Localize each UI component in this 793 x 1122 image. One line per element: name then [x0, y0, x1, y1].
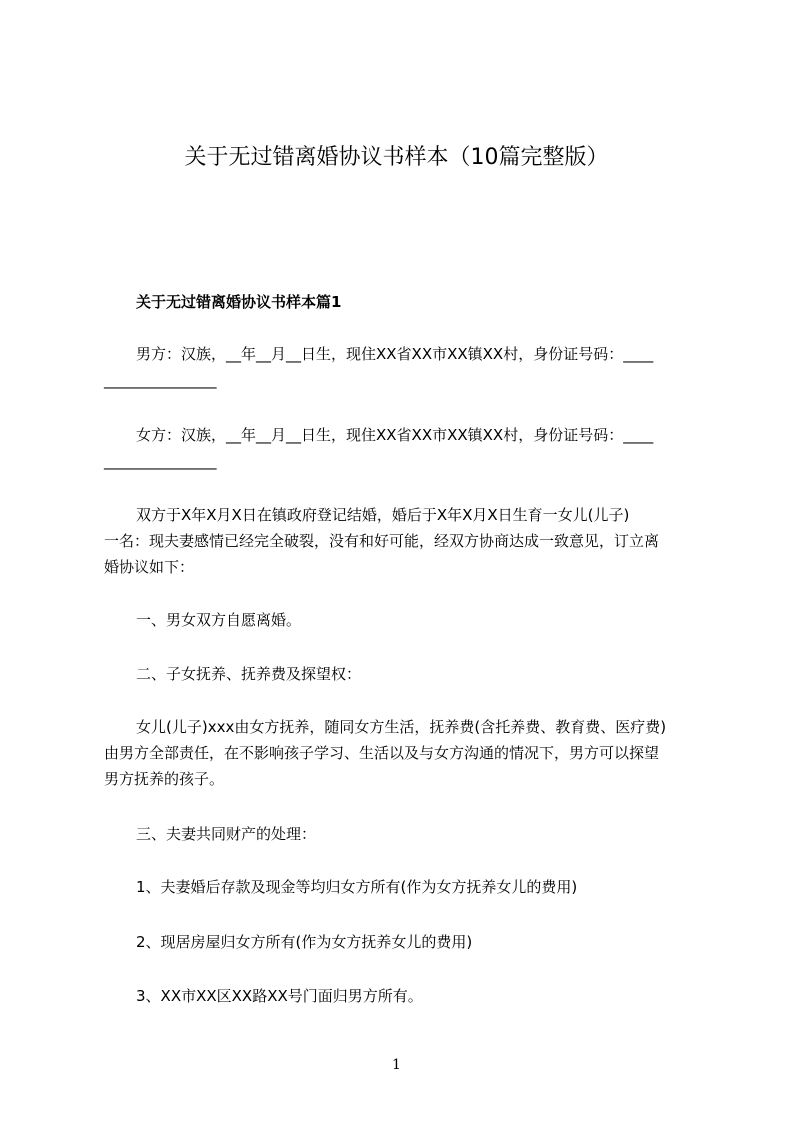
- custody-line-1: 女儿(儿子)xxx由女方抚养，随同女方生活，抚养费(含托养费、教育费、医疗费): [136, 718, 667, 736]
- intro-paragraph: [104, 502, 704, 580]
- female-party-line-1: 女方：汉族，__年__月__日生，现住XX省XX市XX镇XX村，身份证号码：____: [136, 426, 654, 444]
- section-heading: 关于无过错离婚协议书样本篇1: [136, 293, 342, 311]
- female-party-paragraph: [104, 422, 704, 474]
- property-item-3: 3、XX市XX区XX路XX号门面归男方所有。: [136, 987, 423, 1005]
- female-party-line-2: _______________: [104, 452, 217, 470]
- property-item-2: 2、现居房屋归女方所有(作为女方抚养女儿的费用): [136, 933, 473, 951]
- intro-line-2: 一名：现夫妻感情已经完全破裂，没有和好可能，经双方协商达成一致意见，订立离: [104, 532, 660, 550]
- document-title: 关于无过错离婚协议书样本（10篇完整版）: [184, 145, 609, 170]
- intro-line-1: 双方于X年X月X日在镇政府登记结婚，婚后于X年X月X日生育一女儿(儿子): [136, 506, 630, 524]
- property-item-1: 1、夫妻婚后存款及现金等均归女方所有(作为女方抚养女儿的费用): [136, 878, 578, 896]
- clause-2: 二、子女抚养、抚养费及探望权：: [136, 665, 362, 683]
- custody-paragraph: [104, 714, 704, 792]
- intro-line-3: 婚协议如下：: [104, 558, 195, 576]
- clause-3: 三、夫妻共同财产的处理：: [136, 825, 317, 843]
- custody-line-2: 由男方全部责任，在不影响孩子学习、生活以及与女方沟通的情况下，男方可以探望: [104, 744, 660, 762]
- male-party-line-2: _______________: [104, 371, 217, 389]
- page-number: 1: [392, 1057, 401, 1073]
- clause-1: 一、男女双方自愿离婚。: [136, 611, 302, 629]
- male-party-line-1: 男方：汉族，__年__月__日生，现住XX省XX市XX镇XX村，身份证号码：____: [136, 345, 654, 363]
- male-party-paragraph: [104, 341, 704, 393]
- custody-line-3: 男方抚养的孩子。: [104, 770, 225, 788]
